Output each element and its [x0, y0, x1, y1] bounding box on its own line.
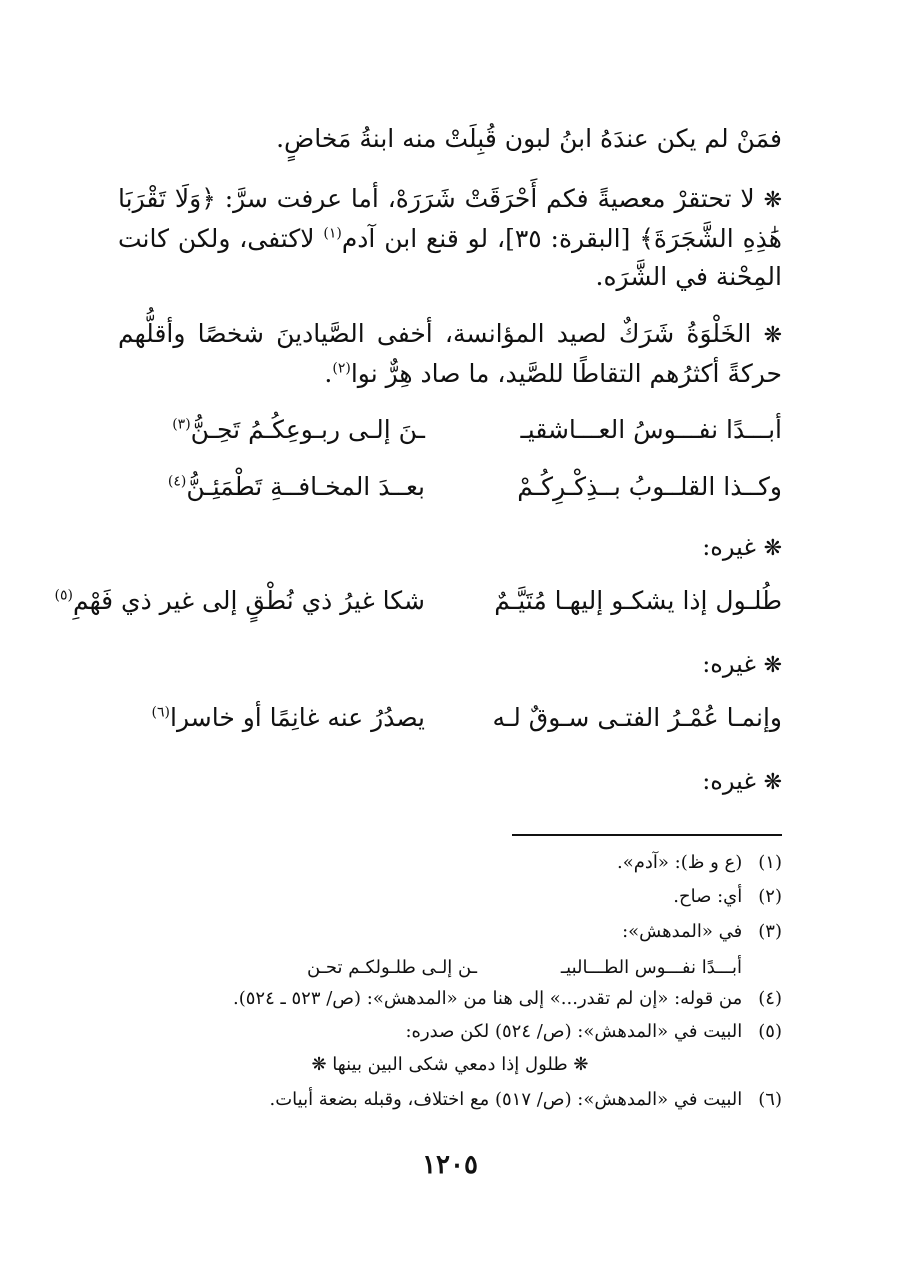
asterism-icon: ❋ [763, 536, 782, 561]
footnote-verse-first: أبـــدًا نفـــوس الطـــالبيـ [560, 957, 742, 978]
footnote-ref[interactable]: (٦) [151, 704, 171, 721]
paragraph-text: لا تحتقرْ معصيةً فكم أَحْرَقَتْ شَرَرَهْ، أما عرفت سرَّ: ﴿وَلَا تَقْرَبَا هَٰذِهِ الشَّجَرَةَ﴾ [البقرة: ٣٥]، لو قنع ابن آدم [118, 184, 782, 253]
footnote-ref[interactable]: (٣) [172, 416, 191, 433]
footnote-ref[interactable]: (٤) [167, 473, 187, 490]
verse-line [118, 703, 782, 743]
other-poet-heading: ❋ غيره: [702, 650, 782, 678]
footnote [118, 1089, 782, 1110]
verse-line [54, 586, 782, 626]
body-line: فمَنْ لم يكن عندَهُ ابنُ لبون قُبِلَتْ منه ابنةُ مَخاضٍ. [276, 124, 782, 153]
footnote-quote: ❋ طلول إذا دمعي شكى البين بينها ❋ [311, 1054, 589, 1075]
footnote-ref[interactable]: (٥) [54, 587, 73, 604]
verse-line [118, 472, 782, 512]
verse-first-hemistich: أبـــدًا نفـــوسُ العـــاشقيـ [520, 415, 782, 444]
footnote [118, 1021, 782, 1042]
other-poet-heading: ❋ غيره: [702, 533, 782, 561]
other-poet-heading: ❋ غيره: [702, 767, 782, 795]
footnote-number: (٢) [758, 886, 782, 907]
footnote-number: (٣) [758, 921, 782, 942]
footnote [118, 852, 782, 873]
footnote-text: البيت في «المدهش»: (ص/ ٥١٧) مع اختلاف، وقبله بضعة أبيات. [269, 1089, 743, 1110]
paragraph-text: الخَلْوَةُ شَرَكٌ لصيد المؤانسة، أخفى الصَّيادينَ شخصًا وأقلُّهم حركةً أكثرُهم التقاطًا للصَّيد، ما صاد هِرٌّ نوا [118, 319, 782, 388]
footnote-number: (١) [758, 852, 782, 873]
footnote-separator [512, 834, 782, 836]
verse-first-hemistich: طُلـول إذا يشكـو إليهـا مُتَيَّـمٌ [494, 586, 782, 615]
paragraph-text: لاكتفى، ولكن كانت المِحْنة في الشَّرَه. [118, 224, 782, 291]
footnote-text: في «المدهش»: [622, 921, 743, 942]
verse-second-hemistich: شكا غيرُ ذي نُطْقٍ إلى غير ذي فَهْمِ$^{(٥)}$ [54, 586, 425, 615]
footnote-number: (٦) [758, 1089, 782, 1110]
footnote-ref[interactable]: (٢) [332, 360, 351, 377]
verse-line [118, 415, 782, 455]
verse-second-hemistich: ـنَ إلـى ربـوعِكُـمُ تَحِـنُّ$^{(٣)}$ [172, 415, 425, 444]
asterism-icon: ❋ [763, 323, 782, 348]
verse-second-hemistich: يصدُرُ عنه غانِمًا أو خاسرا$^{(٦)}$ [151, 703, 425, 732]
footnote [118, 921, 782, 942]
verse-first-hemistich: وكــذا القلــوبُ بــذِكْـرِكُـمْ [517, 472, 782, 501]
paragraph-solitude [118, 315, 782, 393]
verse-second-hemistich: بعــدَ المخـافــةِ تَطْمَئِـنُّ$^{(٤)}$ [167, 472, 425, 501]
footnote-text: أي: صاح. [673, 886, 743, 907]
asterism-icon: ❋ [763, 770, 782, 795]
page-number: ١٢٠٥ [422, 1150, 478, 1180]
footnote-number: (٤) [758, 988, 782, 1009]
paragraph-forbidden-tree [118, 180, 782, 296]
asterism-icon: ❋ [763, 188, 782, 213]
footnote-verse-second: ـن إلـى طلـولكـم تحـن [306, 957, 477, 978]
footnote-ref[interactable]: (١) [323, 225, 342, 242]
footnote-text: من قوله: «إن لم تقدر...» إلى هنا من «المدهش»: (ص/ ٥٢٣ ـ ٥٢٤). [233, 988, 743, 1009]
asterism-icon: ❋ [763, 653, 782, 678]
verse-first-hemistich: وإنمـا عُمْـرُ الفتـى سـوقٌ لـه [492, 703, 782, 732]
footnote-text: (ع و ظ): «آدم». [617, 852, 743, 873]
footnote [118, 988, 782, 1009]
footnote-number: (٥) [758, 1021, 782, 1042]
footnote-text: البيت في «المدهش»: (ص/ ٥٢٤) لكن صدره: [405, 1021, 743, 1042]
paragraph-text: . [324, 359, 333, 388]
footnote [118, 886, 782, 907]
